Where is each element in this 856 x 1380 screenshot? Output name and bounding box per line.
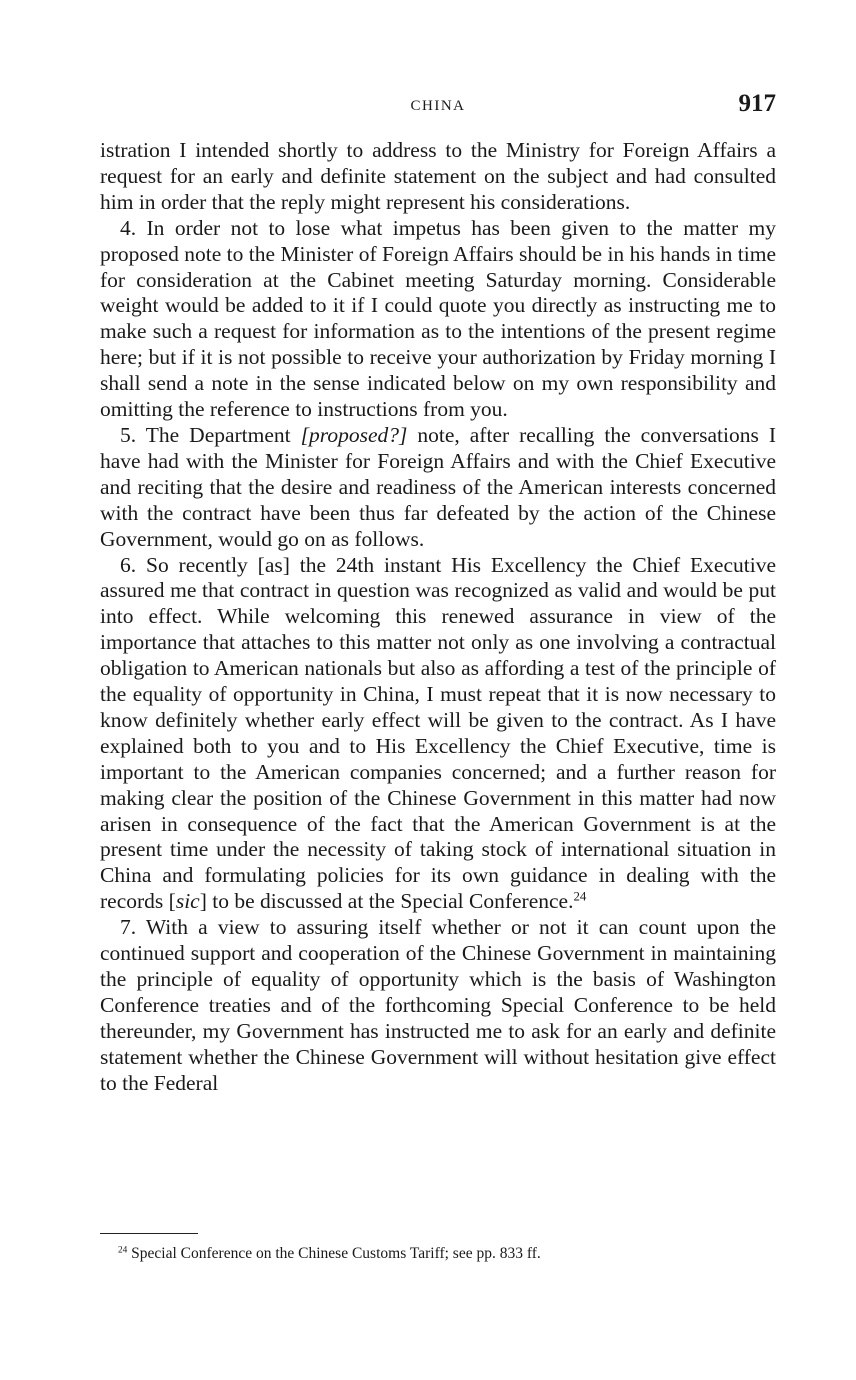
footnote-divider [100, 1233, 198, 1234]
editorial-insertion: [proposed?] [300, 422, 408, 447]
paragraph-7: 7. With a view to assuring itself whether or not it can count upon the continued support and cooperation of the Chinese Government in maintaining the principle of equality of opportunity which is the basis of Washington Conference treaties and of the forthcoming Special Conference to be held thereunder, my Government has instructed me to ask for an early and definite statement whether the Chinese Government will without hesitation give effect to the Federal [100, 915, 776, 1095]
paragraph-6-text: 6. So recently [as] the 24th instant His Excellency the Chief Executive assured me that contract in question was recognized as valid and would be put into effect. While welcoming this renewed assurance in view of the importance that attaches to this matter not only as one involving a contractual obligation to American nationals but also as affording a test of the principle of the equality of opportunity in China, I must repeat that it is now necessary to know definitely whether early effect will be given to the contract. As I have explained both to you and to His Excellency the Chief Executive, time is important to the American companies concerned; and a further reason for making clear the position of the Chinese Government in this matter had now arisen in consequence of the fact that the American Government is at the present time under the necessity of taking stock of international situation in China and formulating policies for its own guidance in dealing with the records [100, 552, 776, 914]
sic-note: sic [175, 889, 200, 914]
paragraph-5-lead: 5. The Department [120, 422, 301, 447]
paragraph-5-rest: note, after recalling the conversations I have had with the Minister for Foreign Affairs and with the Chief Executive and reciting that the desire and readiness of the American interests concerned with the contract have been thus far defeated by the action of the Chinese Government, would go on as follows. [100, 422, 776, 551]
paragraph-continuation: istration I intended shortly to address to the Ministry for Foreign Affairs a request for an early and definite statement on the subject and had consulted him in order that the reply might represent his considerations. [100, 138, 776, 214]
paragraph-6 [100, 553, 776, 916]
bracket-open: [ [168, 889, 176, 914]
page-header [100, 90, 776, 126]
footnote-reference[interactable]: 24 [573, 889, 587, 904]
footnote-marker: 24 [118, 1245, 128, 1256]
page-number: 917 [738, 90, 776, 117]
paragraph-5 [100, 423, 776, 553]
paragraph-6-close: ] to be discussed at the Special Conference. [199, 889, 574, 914]
body-text [100, 138, 776, 1097]
paragraph-4: 4. In order not to lose what impetus has been given to the matter my proposed note to the Minister of Foreign Affairs should be in his hands in time for consideration at the Cabinet meeting Saturday morning. Considerable weight would be added to it if I could quote you directly as instructing me to make such a request for information as to the intentions of the present regime here; but if it is not possible to receive your authorization by Friday morning I shall send a note in the sense indicated below on my own responsibility and omitting the reference to instructions from you. [100, 215, 776, 422]
running-title: CHINA [410, 98, 466, 114]
footnote [118, 1244, 758, 1264]
footnote-text: Special Conference on the Chinese Customs Tariff; see pp. 833 ff. [127, 1245, 541, 1262]
